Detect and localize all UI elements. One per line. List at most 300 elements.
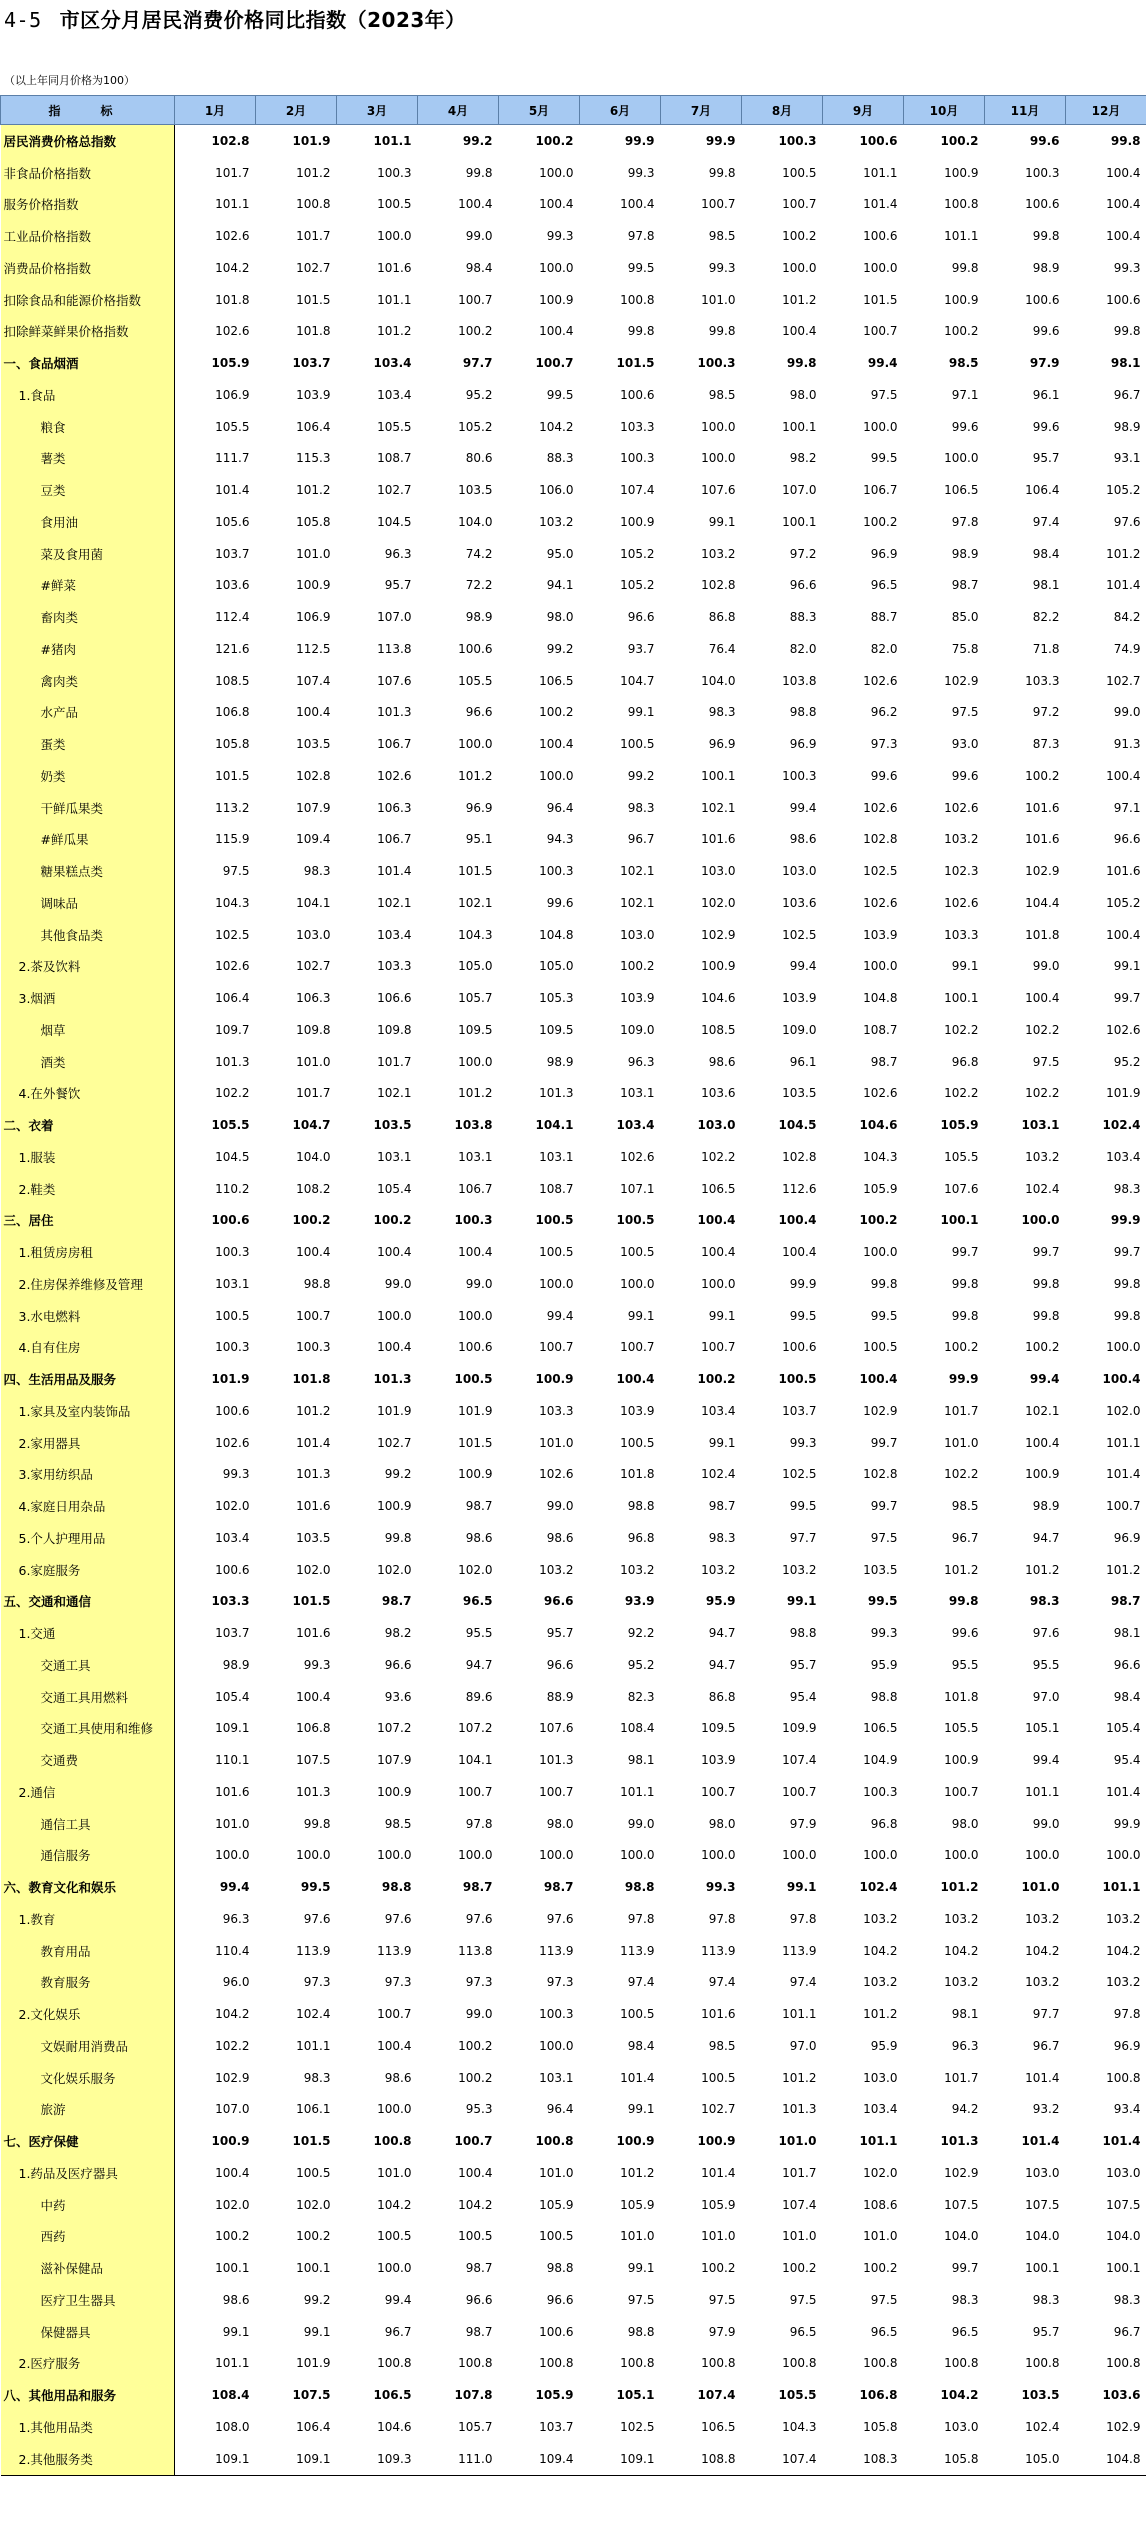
index-value: 102.2 — [1025, 1022, 1060, 1037]
index-value: 95.5 — [465, 1626, 493, 1641]
row-label: 水产品 — [1, 697, 175, 729]
index-value: 98.7 — [381, 1594, 412, 1609]
index-value: 102.9 — [863, 1403, 898, 1418]
index-value: 98.8 — [789, 1626, 817, 1641]
index-value: 100.8 — [944, 2356, 979, 2371]
index-value: 99.2 — [303, 2292, 331, 2307]
index-value: 100.7 — [782, 197, 817, 212]
index-value: 87.3 — [1032, 737, 1060, 752]
index-value: 98.4 — [1032, 546, 1060, 561]
table-row — [1, 1935, 1146, 1967]
index-value: 99.6 — [951, 768, 979, 783]
index-value: 98.8 — [303, 1276, 331, 1291]
index-value: 105.2 — [458, 419, 493, 434]
index-value: 103.1 — [539, 2070, 574, 2085]
index-value: 100.6 — [215, 1562, 250, 1577]
index-value: 100.8 — [535, 2134, 574, 2149]
row-label: 2.通信 — [1, 1776, 175, 1808]
index-value: 100.3 — [620, 451, 655, 466]
index-value: 100.5 — [616, 1213, 655, 1228]
index-value: 104.8 — [539, 927, 574, 942]
header-month: 8月 — [742, 96, 823, 125]
index-value: 100.2 — [859, 1213, 898, 1228]
index-value: 99.5 — [789, 1499, 817, 1514]
index-value: 100.4 — [296, 1245, 331, 1260]
row-label: 1.食品 — [1, 379, 175, 411]
row-label: 五、交通和通信 — [1, 1586, 175, 1618]
index-value: 99.7 — [951, 2261, 979, 2276]
index-value: 100.9 — [944, 1753, 979, 1768]
index-value: 97.3 — [384, 1975, 412, 1990]
index-value: 103.4 — [377, 927, 412, 942]
index-value: 102.2 — [944, 1022, 979, 1037]
index-value: 96.1 — [1032, 387, 1060, 402]
index-value: 100.5 — [539, 1245, 574, 1260]
index-value: 105.1 — [1025, 1721, 1060, 1736]
index-value: 105.9 — [620, 2197, 655, 2212]
row-label: 教育用品 — [1, 1935, 175, 1967]
index-value: 99.4 — [867, 356, 898, 371]
index-value: 109.8 — [377, 1022, 412, 1037]
index-value: 105.9 — [863, 1181, 898, 1196]
index-value: 101.1 — [1102, 1880, 1141, 1895]
index-value: 101.0 — [1021, 1880, 1060, 1895]
index-value: 101.9 — [296, 2356, 331, 2371]
index-value: 113.8 — [458, 1943, 493, 1958]
index-value: 98.5 — [384, 1816, 412, 1831]
index-value: 101.3 — [377, 705, 412, 720]
index-value: 99.3 — [546, 229, 574, 244]
row-label: 烟草 — [1, 1014, 175, 1046]
index-value: 106.4 — [296, 2419, 331, 2434]
row-label: 四、生活用品及服务 — [1, 1363, 175, 1395]
index-value: 97.5 — [222, 864, 250, 879]
table-row — [1, 887, 1146, 919]
table-row — [1, 1617, 1146, 1649]
index-value: 98.3 — [951, 2292, 979, 2307]
index-value: 103.4 — [373, 356, 412, 371]
index-value: 100.7 — [296, 1308, 331, 1323]
index-value: 102.2 — [944, 1467, 979, 1482]
row-label: 2.住房保养维修及管理 — [1, 1268, 175, 1300]
index-value: 102.6 — [1106, 1022, 1141, 1037]
index-value: 96.1 — [789, 1054, 817, 1069]
row-label: 一、食品烟酒 — [1, 347, 175, 379]
index-value: 105.9 — [539, 2197, 574, 2212]
index-value: 103.9 — [782, 991, 817, 1006]
index-value: 97.4 — [627, 1975, 655, 1990]
index-value: 74.2 — [465, 546, 493, 561]
index-value: 96.6 — [384, 1657, 412, 1672]
index-value: 99.1 — [786, 1880, 817, 1895]
index-value: 105.2 — [620, 546, 655, 561]
index-value: 100.0 — [944, 451, 979, 466]
index-value: 102.9 — [944, 673, 979, 688]
row-label: 交通费 — [1, 1744, 175, 1776]
table-row — [1, 474, 1146, 506]
index-value: 100.4 — [778, 1213, 817, 1228]
index-value: 102.9 — [701, 927, 736, 942]
index-value: 100.7 — [458, 292, 493, 307]
index-value: 99.8 — [951, 1308, 979, 1323]
index-value: 100.0 — [701, 451, 736, 466]
index-value: 72.2 — [465, 578, 493, 593]
row-label: 酒类 — [1, 1046, 175, 1078]
index-value: 100.7 — [782, 1784, 817, 1799]
index-value: 102.9 — [1025, 864, 1060, 879]
index-value: 98.3 — [1029, 1594, 1060, 1609]
table-row — [1, 347, 1146, 379]
index-value: 107.6 — [944, 1181, 979, 1196]
table-row — [1, 2094, 1146, 2126]
index-value: 106.9 — [215, 387, 250, 402]
index-value: 96.7 — [1032, 2038, 1060, 2053]
index-value: 95.7 — [384, 578, 412, 593]
row-label: 2.文化娱乐 — [1, 1998, 175, 2030]
header-month: 7月 — [661, 96, 742, 125]
index-value: 99.8 — [465, 165, 493, 180]
row-label: 1.教育 — [1, 1903, 175, 1935]
table-row — [1, 1141, 1146, 1173]
index-value: 103.2 — [1025, 1149, 1060, 1164]
index-value: 100.7 — [701, 1340, 736, 1355]
index-value: 103.5 — [782, 1086, 817, 1101]
index-value: 107.5 — [944, 2197, 979, 2212]
index-value: 96.8 — [951, 1054, 979, 1069]
table-row — [1, 125, 1146, 157]
index-value: 101.3 — [215, 1054, 250, 1069]
index-value: 101.8 — [1025, 927, 1060, 942]
index-value: 101.6 — [296, 1499, 331, 1514]
index-value: 100.9 — [535, 1372, 574, 1387]
row-label: 5.个人护理用品 — [1, 1522, 175, 1554]
index-value: 102.5 — [782, 927, 817, 942]
row-label: 中药 — [1, 2189, 175, 2221]
index-value: 106.3 — [296, 991, 331, 1006]
row-label: 1.家具及室内装饰品 — [1, 1395, 175, 1427]
row-label: 2.鞋类 — [1, 1173, 175, 1205]
table-row — [1, 1268, 1146, 1300]
table-row — [1, 855, 1146, 887]
index-value: 103.0 — [620, 927, 655, 942]
index-value: 93.7 — [627, 641, 655, 656]
index-value: 102.1 — [377, 895, 412, 910]
index-value: 99.8 — [1110, 133, 1141, 148]
index-value: 103.1 — [377, 1149, 412, 1164]
index-value: 109.7 — [215, 1022, 250, 1037]
index-value: 96.3 — [951, 2038, 979, 2053]
index-value: 80.6 — [465, 451, 493, 466]
index-value: 102.2 — [1025, 1086, 1060, 1101]
index-value: 109.1 — [580, 2443, 661, 2475]
table-row — [1, 665, 1146, 697]
index-value: 99.6 — [951, 419, 979, 434]
index-value: 100.2 — [458, 2070, 493, 2085]
index-value: 94.7 — [708, 1657, 736, 1672]
index-value: 101.4 — [1021, 2134, 1060, 2149]
row-label: 2.家用器具 — [1, 1427, 175, 1459]
index-value: 100.1 — [296, 2261, 331, 2276]
row-label: 食用油 — [1, 506, 175, 538]
index-value: 102.5 — [863, 864, 898, 879]
index-value: 100.8 — [373, 2134, 412, 2149]
index-value: 99.4 — [219, 1880, 250, 1895]
index-value: 100.6 — [215, 1403, 250, 1418]
table-row — [1, 1586, 1146, 1618]
row-label: 2.医疗服务 — [1, 2348, 175, 2380]
index-value: 102.9 — [944, 2165, 979, 2180]
index-value: 101.7 — [377, 1054, 412, 1069]
index-value: 103.2 — [863, 1911, 898, 1926]
index-value: 109.5 — [701, 1721, 736, 1736]
index-value: 107.4 — [782, 2197, 817, 2212]
index-value: 101.2 — [782, 292, 817, 307]
index-value: 96.4 — [546, 800, 574, 815]
index-value: 102.6 — [863, 1086, 898, 1101]
index-value: 103.4 — [377, 387, 412, 402]
index-value: 100.4 — [1102, 1372, 1141, 1387]
table-row — [1, 1395, 1146, 1427]
index-value: 103.0 — [701, 864, 736, 879]
index-value: 100.7 — [458, 1784, 493, 1799]
index-value: 99.7 — [951, 1245, 979, 1260]
row-label: 1.交通 — [1, 1617, 175, 1649]
index-value: 102.1 — [620, 895, 655, 910]
index-value: 96.9 — [870, 546, 898, 561]
row-label: 禽肉类 — [1, 665, 175, 697]
index-value: 107.9 — [296, 800, 331, 815]
index-value: 101.5 — [458, 864, 493, 879]
index-value: 100.0 — [458, 1054, 493, 1069]
index-value: 100.9 — [697, 2134, 736, 2149]
table-row — [1, 2411, 1146, 2443]
table-header-row — [1, 96, 1146, 125]
index-value: 99.5 — [789, 1308, 817, 1323]
index-value: 103.0 — [1025, 2165, 1060, 2180]
table-row — [1, 1427, 1146, 1459]
index-value: 100.0 — [1021, 1213, 1060, 1228]
index-value: 82.2 — [1032, 610, 1060, 625]
index-value: 103.2 — [539, 514, 574, 529]
index-value: 100.6 — [211, 1213, 250, 1228]
index-value: 100.7 — [701, 1784, 736, 1799]
table-row — [1, 1649, 1146, 1681]
index-value: 98.8 — [546, 2261, 574, 2276]
index-value: 104.4 — [1025, 895, 1060, 910]
index-value: 96.9 — [1113, 1530, 1141, 1545]
row-label: 干鲜瓜果类 — [1, 792, 175, 824]
index-value: 109.5 — [539, 1022, 574, 1037]
index-value: 100.0 — [944, 1848, 979, 1863]
index-value: 102.8 — [782, 1149, 817, 1164]
index-value: 100.2 — [863, 2261, 898, 2276]
index-value: 108.6 — [863, 2197, 898, 2212]
table-row — [1, 2252, 1146, 2284]
header-month: 11月 — [985, 96, 1066, 125]
index-value: 102.1 — [701, 800, 736, 815]
index-value: 98.1 — [1110, 356, 1141, 371]
index-value: 105.5 — [944, 1721, 979, 1736]
index-value: 99.9 — [705, 133, 736, 148]
index-value: 100.8 — [377, 2356, 412, 2371]
index-value: 100.0 — [620, 1276, 655, 1291]
index-value: 109.4 — [296, 832, 331, 847]
index-value: 101.4 — [1025, 2070, 1060, 2085]
index-value: 107.4 — [296, 673, 331, 688]
index-value: 101.0 — [701, 292, 736, 307]
index-value: 95.4 — [1113, 1753, 1141, 1768]
index-value: 93.2 — [1032, 2102, 1060, 2117]
index-value: 100.4 — [458, 1245, 493, 1260]
table-row — [1, 316, 1146, 348]
index-value: 112.4 — [215, 610, 250, 625]
row-label: 4.在外餐饮 — [1, 1078, 175, 1110]
index-value: 100.8 — [539, 2356, 574, 2371]
index-value: 91.3 — [1113, 737, 1141, 752]
index-value: 96.6 — [789, 578, 817, 593]
table-row — [1, 697, 1146, 729]
index-value: 104.2 — [215, 260, 250, 275]
index-value: 100.9 — [539, 292, 574, 307]
index-value: 100.3 — [778, 133, 817, 148]
index-value: 99.0 — [1032, 959, 1060, 974]
index-value: 96.5 — [951, 2324, 979, 2339]
index-value: 98.8 — [627, 2324, 655, 2339]
index-value: 103.6 — [215, 578, 250, 593]
index-value: 109.0 — [620, 1022, 655, 1037]
index-value: 96.2 — [870, 705, 898, 720]
index-value: 103.9 — [620, 1403, 655, 1418]
index-value: 100.0 — [539, 768, 574, 783]
index-value: 102.1 — [1025, 1403, 1060, 1418]
index-value: 100.9 — [296, 578, 331, 593]
index-value: 100.2 — [373, 1213, 412, 1228]
index-value: 100.6 — [1106, 292, 1141, 307]
index-value: 99.8 — [708, 324, 736, 339]
index-value: 100.2 — [701, 2261, 736, 2276]
index-value: 107.1 — [620, 1181, 655, 1196]
index-value: 103.2 — [701, 546, 736, 561]
index-value: 97.5 — [870, 2292, 898, 2307]
row-label: 交通工具 — [1, 1649, 175, 1681]
index-value: 101.1 — [944, 229, 979, 244]
index-value: 94.3 — [546, 832, 574, 847]
table-row — [1, 2379, 1146, 2411]
index-value: 103.4 — [215, 1530, 250, 1545]
index-value: 104.5 — [778, 1118, 817, 1133]
index-value: 96.9 — [1113, 2038, 1141, 2053]
index-value: 96.9 — [708, 737, 736, 752]
index-value: 97.6 — [1113, 514, 1141, 529]
index-value: 105.9 — [701, 2197, 736, 2212]
index-value: 99.7 — [1113, 1245, 1141, 1260]
index-value: 102.3 — [944, 864, 979, 879]
index-value: 115.9 — [215, 832, 250, 847]
index-value: 98.1 — [1032, 578, 1060, 593]
index-value: 113.9 — [782, 1943, 817, 1958]
index-value: 100.7 — [944, 1784, 979, 1799]
index-value: 102.0 — [377, 1562, 412, 1577]
index-value: 97.8 — [951, 514, 979, 529]
index-value: 109.8 — [296, 1022, 331, 1037]
index-value: 100.4 — [458, 197, 493, 212]
index-value: 98.0 — [789, 387, 817, 402]
row-label: 6.家庭服务 — [1, 1554, 175, 1586]
index-value: 95.9 — [870, 1657, 898, 1672]
index-value: 102.9 — [215, 2070, 250, 2085]
index-value: 104.5 — [215, 1149, 250, 1164]
index-value: 100.1 — [215, 2261, 250, 2276]
index-value: 101.2 — [296, 483, 331, 498]
index-value: 101.2 — [1025, 1562, 1060, 1577]
index-value: 101.3 — [373, 1372, 412, 1387]
index-value: 101.9 — [211, 1372, 250, 1387]
index-value: 103.9 — [620, 991, 655, 1006]
table-row — [1, 1078, 1146, 1110]
index-value: 98.1 — [1113, 1626, 1141, 1641]
index-value: 101.2 — [377, 324, 412, 339]
row-label: 六、教育文化和娱乐 — [1, 1871, 175, 1903]
index-value: 101.2 — [940, 1880, 979, 1895]
index-value: 103.2 — [1106, 1911, 1141, 1926]
index-value: 103.9 — [863, 927, 898, 942]
index-value: 101.0 — [701, 2229, 736, 2244]
index-value: 106.1 — [296, 2102, 331, 2117]
index-value: 99.4 — [1032, 1753, 1060, 1768]
index-value: 121.6 — [215, 641, 250, 656]
index-value: 97.6 — [465, 1911, 493, 1926]
index-value: 103.0 — [697, 1118, 736, 1133]
index-value: 101.0 — [539, 1435, 574, 1450]
row-label: 通信服务 — [1, 1840, 175, 1872]
table-row — [1, 2348, 1146, 2380]
index-value: 103.1 — [539, 1149, 574, 1164]
table-row — [1, 1840, 1146, 1872]
table-row — [1, 443, 1146, 475]
index-value: 101.0 — [778, 2134, 817, 2149]
index-value: 100.7 — [701, 197, 736, 212]
row-label: 通信工具 — [1, 1808, 175, 1840]
index-value: 104.2 — [863, 1943, 898, 1958]
row-label: 医疗卫生器具 — [1, 2284, 175, 2316]
index-value: 107.6 — [701, 483, 736, 498]
table-row — [1, 189, 1146, 221]
index-value: 82.0 — [870, 641, 898, 656]
index-value: 94.1 — [546, 578, 574, 593]
row-label: 豆类 — [1, 474, 175, 506]
row-label: 奶类 — [1, 760, 175, 792]
index-value: 96.7 — [951, 1530, 979, 1545]
index-value: 103.3 — [211, 1594, 250, 1609]
table-row — [1, 1490, 1146, 1522]
index-value: 101.1 — [296, 2038, 331, 2053]
table-row — [1, 1459, 1146, 1491]
index-value: 99.1 — [627, 2261, 655, 2276]
index-value: 100.5 — [778, 1372, 817, 1387]
index-value: 97.8 — [465, 1816, 493, 1831]
index-value: 102.4 — [1025, 1181, 1060, 1196]
index-value: 100.5 — [377, 2229, 412, 2244]
index-value: 100.2 — [1025, 768, 1060, 783]
index-value: 101.1 — [1025, 1784, 1060, 1799]
index-value: 96.8 — [870, 1816, 898, 1831]
index-value: 101.6 — [296, 1626, 331, 1641]
index-value: 98.3 — [303, 2070, 331, 2085]
index-value: 106.8 — [296, 1721, 331, 1736]
row-label: 服务价格指数 — [1, 189, 175, 221]
table-row — [1, 2221, 1146, 2253]
index-value: 104.2 — [940, 2388, 979, 2403]
